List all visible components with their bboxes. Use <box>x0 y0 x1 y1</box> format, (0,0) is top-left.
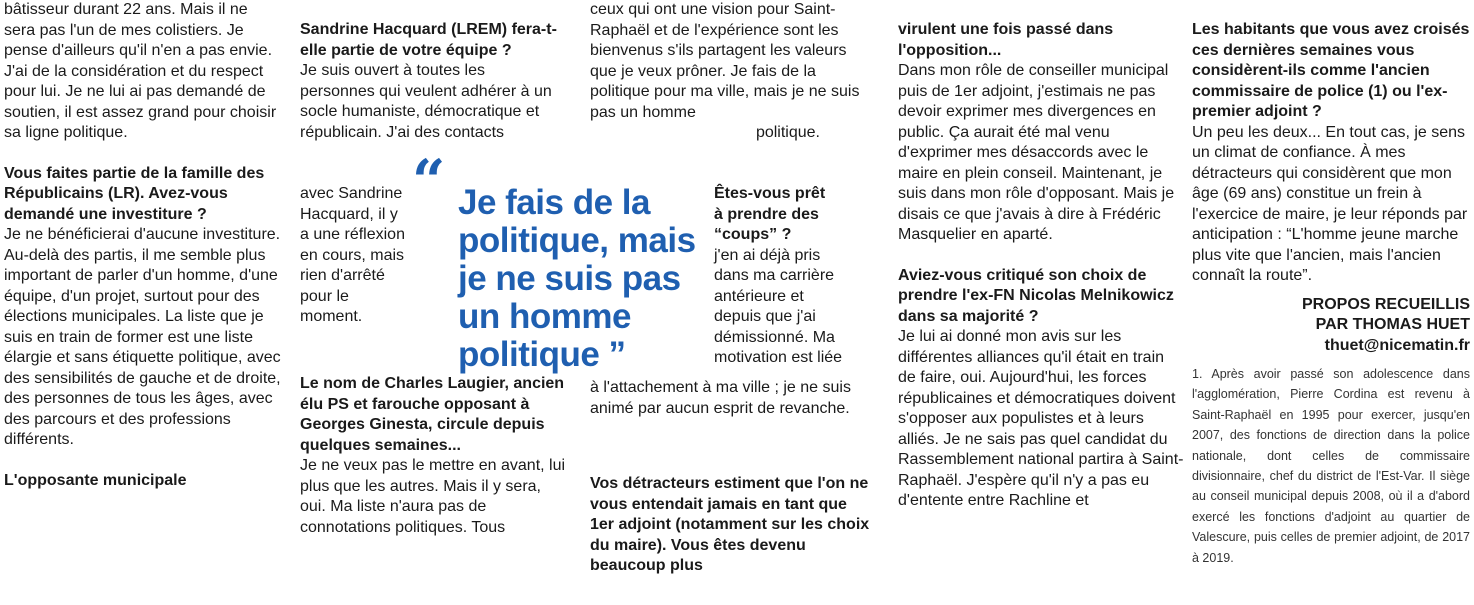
question-heading: Aviez-vous critiqué son choix de prendre l'ex-FN Nicolas Melnikowicz dans sa majorité ? <box>898 266 1174 325</box>
column-2-bottom <box>300 374 570 538</box>
question-heading: Le nom de Charles Laugier, ancien élu PS et farouche opposant à Georges Ginesta, circule depuis quelques semaines... <box>300 375 565 454</box>
answer-paragraph: ceux qui ont une vision pour Saint-Raphaël et de l'expérience sont les bienvenus s'ils partagent les valeurs que je veux prôner. Je fais de la politique pour ma ville, mais je ne suis pas un homme <box>590 1 860 121</box>
quote-mark: “ <box>412 147 445 215</box>
column-2-narrow <box>300 184 410 328</box>
question-heading: Êtes-vous prêt à prendre des “coups” ? <box>714 185 826 243</box>
answer-paragraph-continued: avec Sandrine Hacquard, il y a une réflexion en cours, mais rien d'arrêté pour le moment. <box>300 185 405 325</box>
pull-quote <box>410 147 710 374</box>
question-heading: Vos détracteurs estiment que l'on ne vous entendait jamais en tant que 1er adjoint (notamment sur les choix du maire). Vous êtes devenu beaucoup plus <box>590 475 870 574</box>
answer-paragraph: Je lui ai donné mon avis sur les différentes alliances qu'il était en train de faire, oui. Aujourd'hui, les forces républicaines et démocratiques doivent s'opposer aux populistes et à leurs alliés. Je ne sais pas quel candidat du Rassemblement national partira à Saint-Raphaël. J'espère qu'il n'y a pas eu d'entente entre Rachline et <box>898 328 1184 509</box>
answer-paragraph-end: politique. <box>755 124 820 141</box>
pull-quote-text: Je fais de la politique, mais je ne suis pas un homme politique ” <box>458 183 696 374</box>
answer-paragraph: Un peu les deux... En tout cas, je sens un climat de confiance. À mes détracteurs qui considèrent que mon âge (69 ans) constitue un frein à l'exercice de maire, je leur réponds par anticipation : “L'homme jeune marche plus vite que l'ancien, mais l'ancien connaît la route”. <box>1192 123 1468 284</box>
footnote: 1. Après avoir passé son adolescence dans l'agglomération, Pierre Cordina est revenu à Saint-Raphaël en 1995 pour exercer, jusqu'en 2007, des fonctions de direction dans la police nationale, dont celles de commissaire divisionnaire, chef du district de l'Est-Var. Il siège au conseil municipal depuis 2008, où il a d'abord exercé les fonctions d'adjoint au quartier de Valescure, puis celles de premier adjoint, de 2017 à 2019. <box>1192 367 1470 565</box>
byline-line-2: PAR THOMAS HUET <box>1315 316 1470 333</box>
column-3-bottom <box>590 474 875 577</box>
answer-paragraph: Je suis ouvert à toutes les personnes qui veulent adhérer à un socle humaniste, démocratique et républicain. J'ai des contacts <box>300 62 552 141</box>
byline-line-1: PROPOS RECUEILLIS <box>1301 295 1470 313</box>
answer-paragraph: Je ne bénéficierai d'aucune investiture. Au-delà des partis, il me semble plus important de parler d'un homme, d'une équipe, d'un projet, surtout pour des élections municipales. La liste que je suis en train de former est une liste élargie et sans étiquette politique, avec des sensibilités de gauche et de droite, des personnes de tous les âges, avec des parcours et des professions différents. <box>4 226 281 448</box>
column-1 <box>4 0 282 491</box>
column-3-top <box>590 0 860 144</box>
column-2-top <box>300 0 570 143</box>
question-heading: L'opposante municipale <box>4 471 187 489</box>
column-4 <box>898 0 1186 512</box>
answer-paragraph: bâtisseur durant 22 ans. Mais il ne sera pas l'un de mes colistiers. Je pense d'ailleurs qu'il n'en a pas envie. J'ai de la considération et du respect pour lui. Je ne lui ai pas demandé de soutien, il est assez grand pour choisir sa ligne politique. <box>4 1 277 141</box>
column-3-continued <box>590 378 860 419</box>
answer-paragraph-continued: à l'attachement à ma ville ; je ne suis animé par aucun esprit de revanche. <box>590 379 851 417</box>
question-heading: Les habitants que vous avez croisés ces dernières semaines vous considèrent-ils comme l'ancien commissaire de police (1) ou l'ex-premier adjoint ? <box>1192 21 1470 120</box>
answer-paragraph: Je ne veux pas le mettre en avant, lui plus que les autres. Mais il y sera, oui. Ma liste n'aura pas de connotations politiques. Tous <box>300 457 566 536</box>
question-heading: Vous faites partie de la famille des Républicains (LR). Avez-vous demandé une investiture ? <box>4 164 265 223</box>
column-3-narrow <box>714 184 874 369</box>
answer-paragraph: j'en ai déjà pris dans ma carrière antérieure et depuis que j'ai démissionné. Ma motivation est liée <box>714 246 843 366</box>
column-5 <box>1192 0 1470 568</box>
question-heading: Sandrine Hacquard (LREM) fera-t-elle partie de votre équipe ? <box>300 21 557 59</box>
question-heading: virulent une fois passé dans l'opposition... <box>898 21 1114 59</box>
answer-paragraph: Dans mon rôle de conseiller municipal puis de 1er adjoint, j'estimais ne pas devoir exprimer mes divergences en public. Ça aurait été mal venu d'exprimer mes désaccords avec le maire en plein conseil. Maintenant, je suis dans mon rôle d'opposant. Mais je disais ce que j'avais à dire à Frédéric Masquelier en aparté. <box>898 62 1175 243</box>
author-email: thuet@nicematin.fr <box>1324 336 1470 354</box>
